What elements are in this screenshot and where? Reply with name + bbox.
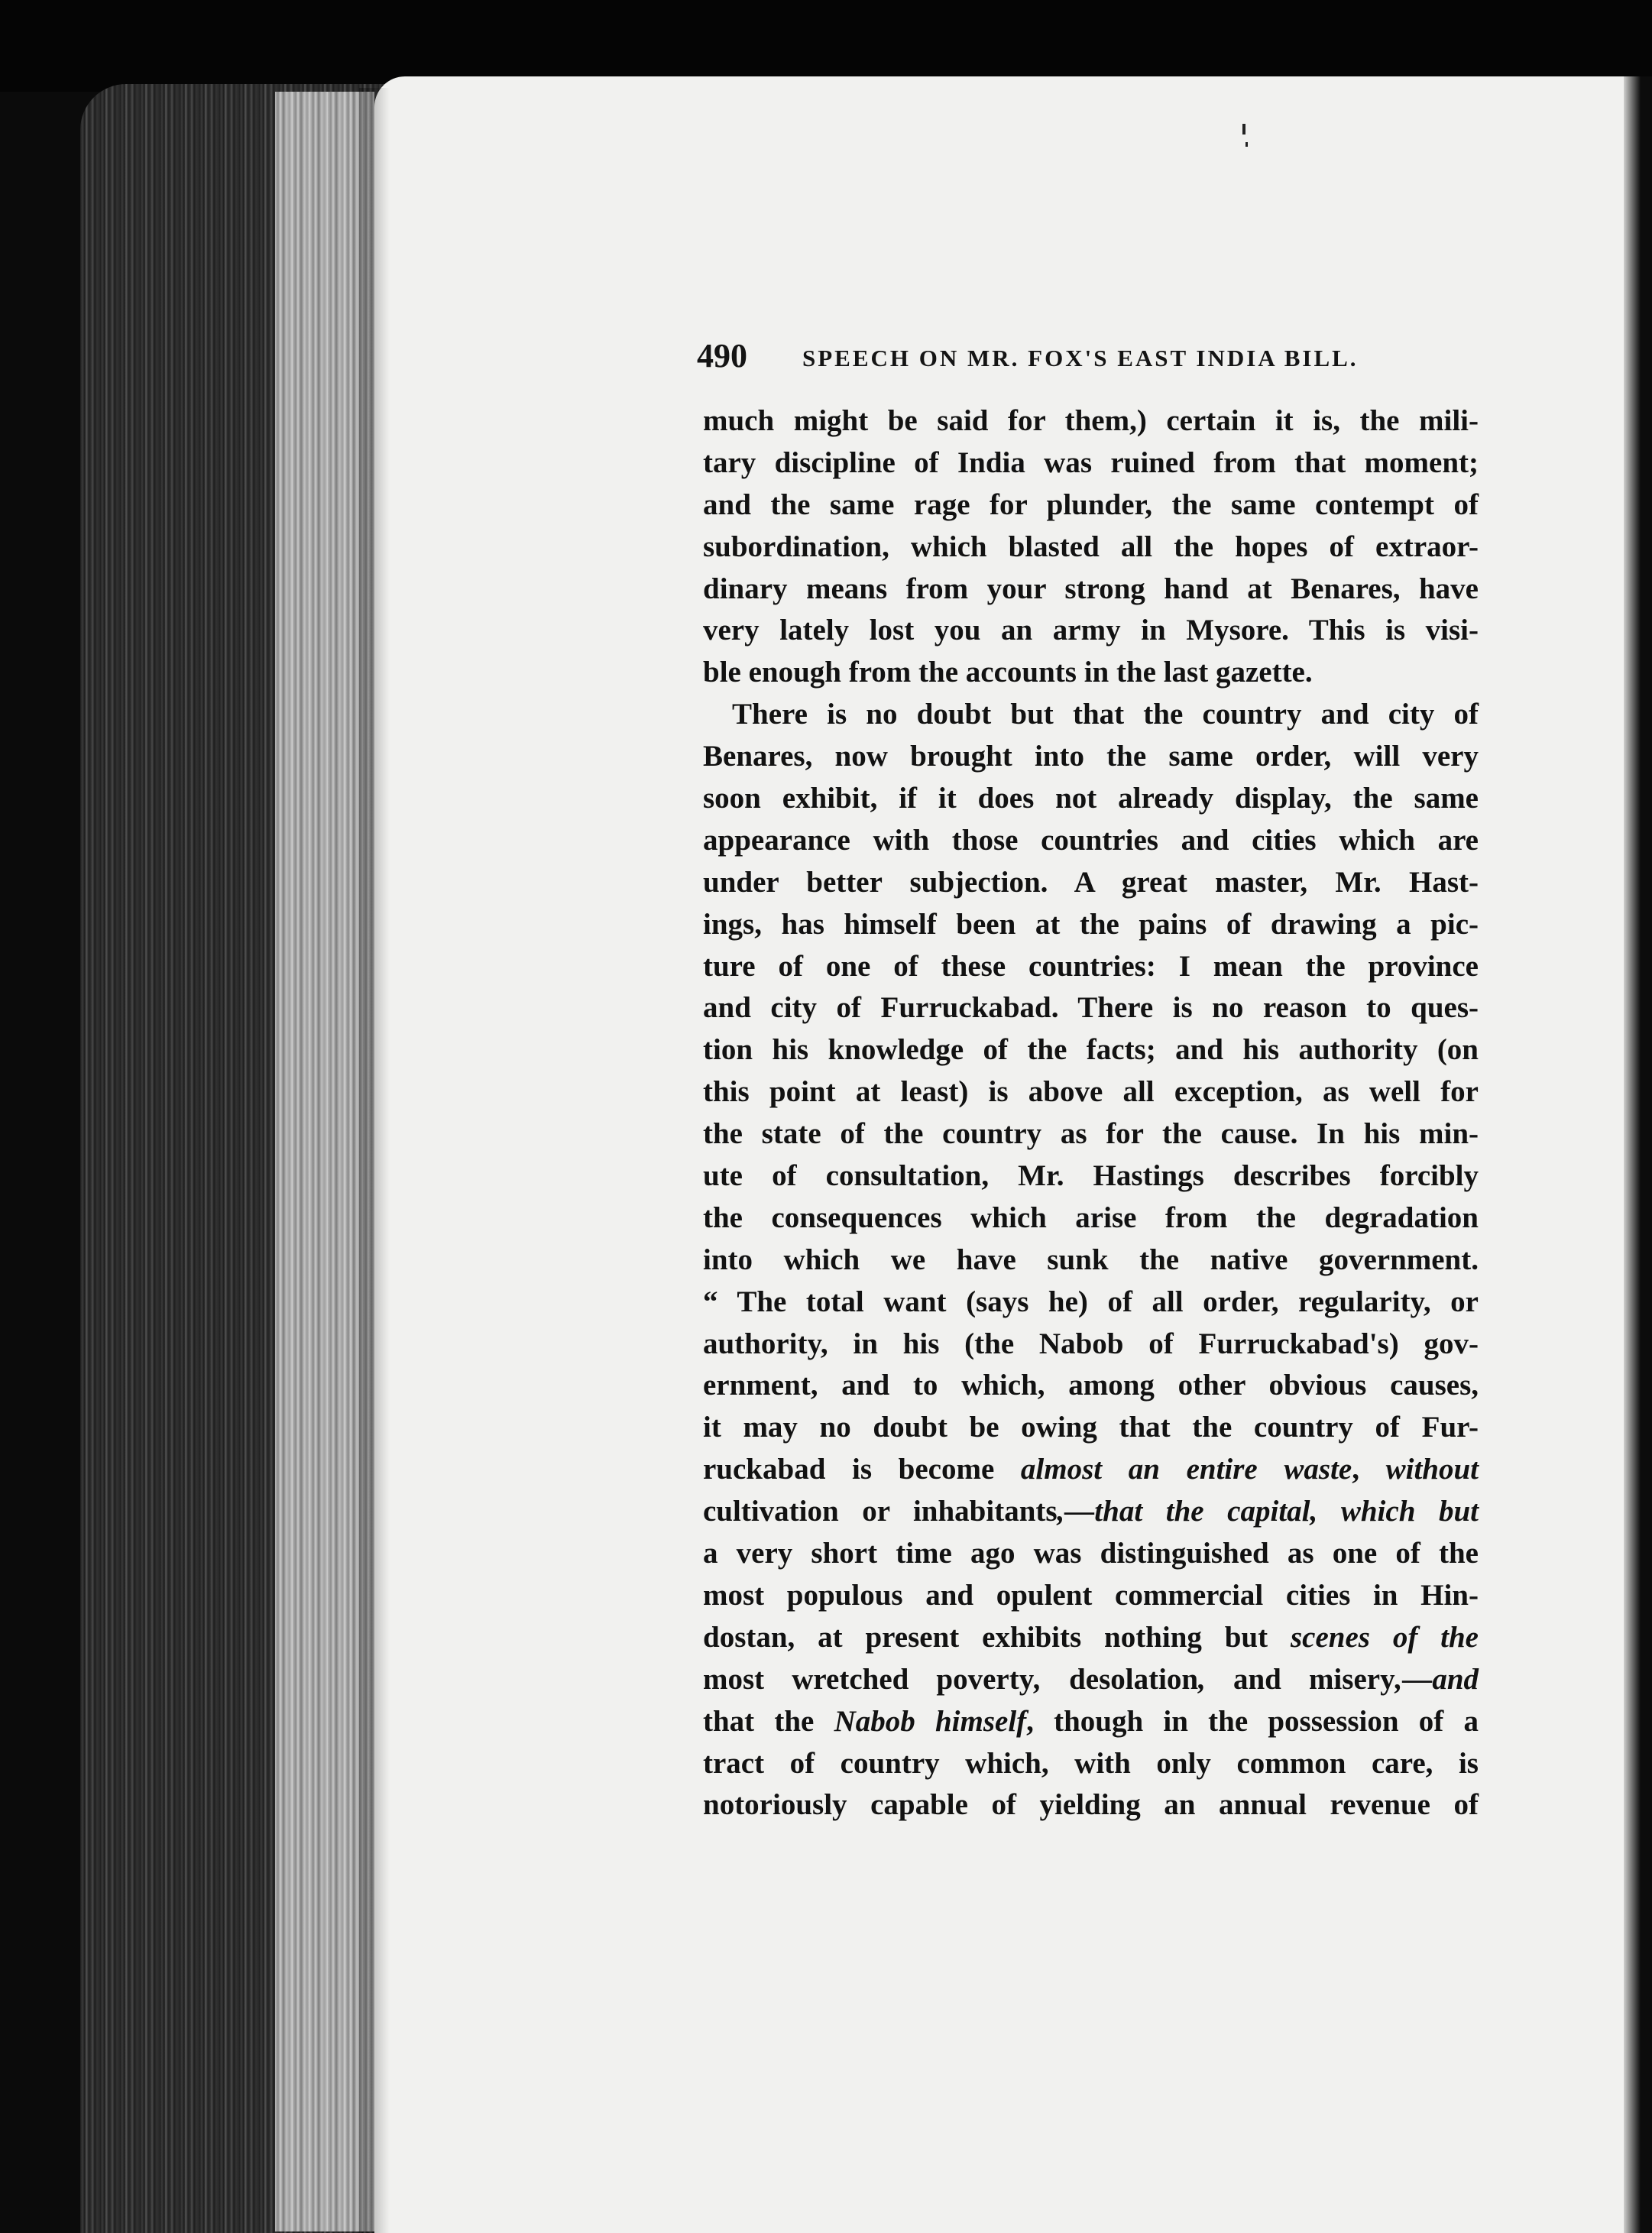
text-line — [703, 1198, 1479, 1240]
text-line — [703, 694, 1479, 736]
text-run: subordination, which blasted all the hopes of extraor- — [703, 530, 1479, 563]
stray-mark — [1242, 124, 1245, 134]
text-run: notoriously capable of yielding an annual revenue of — [703, 1788, 1479, 1822]
text-line — [703, 1029, 1479, 1071]
page-number: 490 — [697, 337, 747, 374]
gutter-shadow — [359, 88, 390, 2233]
text-run: much might be said for them,) certain it is, the mili- — [703, 404, 1479, 437]
running-head — [697, 333, 1484, 379]
text-run: ble enough from the accounts in the last gazette. — [703, 656, 1313, 689]
text-run: into which we have sunk the native government. — [703, 1243, 1479, 1276]
text-run: appearance with those countries and cities which are — [703, 823, 1479, 857]
text-line — [703, 946, 1479, 988]
italic-text: almost an entire waste — [1020, 1453, 1352, 1486]
text-line — [703, 736, 1479, 778]
italic-text: ,—and — [1394, 1662, 1479, 1696]
body-text — [703, 400, 1479, 1826]
text-line — [703, 1449, 1479, 1491]
text-run: authority, in his (the Nabob of Furruckabad's) gov- — [703, 1327, 1479, 1360]
text-run: ruckabad is become — [703, 1453, 1021, 1486]
text-run: soon exhibit, if it does not already display, the same — [703, 782, 1479, 815]
text-line — [703, 1324, 1479, 1366]
italic-text: , — [1034, 1662, 1070, 1696]
text-line — [703, 1575, 1479, 1617]
text-run: this point at least) is above all exception, as well for — [703, 1075, 1479, 1109]
text-line — [703, 1071, 1479, 1113]
text-run: desolation — [1069, 1662, 1199, 1696]
text-line — [703, 400, 1479, 442]
text-run: , — [1352, 1453, 1386, 1486]
text-run: cultivation or inhabitants — [703, 1495, 1058, 1528]
text-run: and the same rage for plunder, the same contempt of — [703, 488, 1479, 521]
text-line — [703, 1113, 1479, 1155]
text-line — [703, 485, 1479, 527]
text-run: most populous and opulent commercial cities in Hin- — [703, 1578, 1479, 1612]
text-run: the state of the country as for the cause. In his min- — [703, 1117, 1479, 1151]
page-right-edge — [1624, 76, 1652, 2233]
text-run: dinary means from your strong hand at Benares, have — [703, 572, 1479, 605]
text-run: dostan, at present exhibits nothing but — [703, 1620, 1291, 1654]
italic-text: scenes of the — [1290, 1620, 1479, 1654]
text-line — [703, 862, 1479, 904]
italic-text: without — [1385, 1453, 1479, 1486]
italic-text: , — [1198, 1662, 1233, 1696]
text-line — [703, 1407, 1479, 1449]
text-run: tary discipline of India was ruined from that moment; — [703, 446, 1479, 479]
text-run: it may no doubt be owing that the country of Fur- — [703, 1411, 1479, 1444]
text-line — [703, 1784, 1479, 1826]
text-line — [703, 1365, 1479, 1407]
text-run: and misery — [1233, 1662, 1395, 1696]
italic-text: ,—that the capital, which but — [1057, 1495, 1479, 1528]
text-line — [703, 1491, 1479, 1533]
text-run: tract of country which, with only common care, is — [703, 1746, 1479, 1780]
text-run: very lately lost you an army in Mysore. This is visi- — [703, 614, 1479, 647]
text-run: and city of Furruckabad. There is no reason to ques- — [703, 991, 1479, 1025]
text-line — [703, 1240, 1479, 1282]
text-line — [703, 987, 1479, 1029]
text-line — [703, 1533, 1479, 1575]
text-line — [703, 652, 1479, 694]
text-line — [703, 1659, 1479, 1701]
text-run: There is no doubt but that the country and city of — [732, 698, 1479, 731]
text-line — [703, 610, 1479, 652]
text-run: that the — [703, 1704, 834, 1738]
running-title: SPEECH ON MR. FOX'S EAST INDIA BILL. — [802, 345, 1359, 371]
text-line — [703, 569, 1479, 611]
text-run: “ The total want (says he) of all order, regularity, or — [703, 1285, 1479, 1318]
text-line — [703, 1701, 1479, 1743]
text-run: the consequences which arise from the degradation — [703, 1201, 1479, 1234]
italic-text: Nabob himself — [834, 1704, 1027, 1738]
text-run: , though in the possession of a — [1026, 1704, 1479, 1738]
text-line — [703, 442, 1479, 485]
text-run: a very short time ago was distinguished as one of the — [703, 1537, 1479, 1570]
text-run: tion his knowledge of the facts; and his authority (on — [703, 1033, 1479, 1067]
stray-mark — [1245, 142, 1248, 147]
text-line — [703, 778, 1479, 820]
text-run: most wretched poverty — [703, 1662, 1035, 1696]
text-line — [703, 1155, 1479, 1198]
text-line — [703, 1617, 1479, 1659]
text-run: ernment, and to which, among other obvious causes, — [703, 1369, 1479, 1402]
text-line — [703, 820, 1479, 862]
text-run: under better subjection. A great master, Mr. Hast- — [703, 865, 1479, 899]
text-run: ute of consultation, Mr. Hastings describes forcibly — [703, 1159, 1479, 1193]
text-run: ture of one of these countries: I mean the province — [703, 949, 1479, 983]
text-line — [703, 904, 1479, 946]
text-line — [703, 1743, 1479, 1785]
text-run: Benares, now brought into the same order, will very — [703, 740, 1479, 773]
text-line — [703, 1282, 1479, 1324]
text-run: ings, has himself been at the pains of drawing a pic- — [703, 907, 1479, 941]
text-line — [703, 527, 1479, 569]
